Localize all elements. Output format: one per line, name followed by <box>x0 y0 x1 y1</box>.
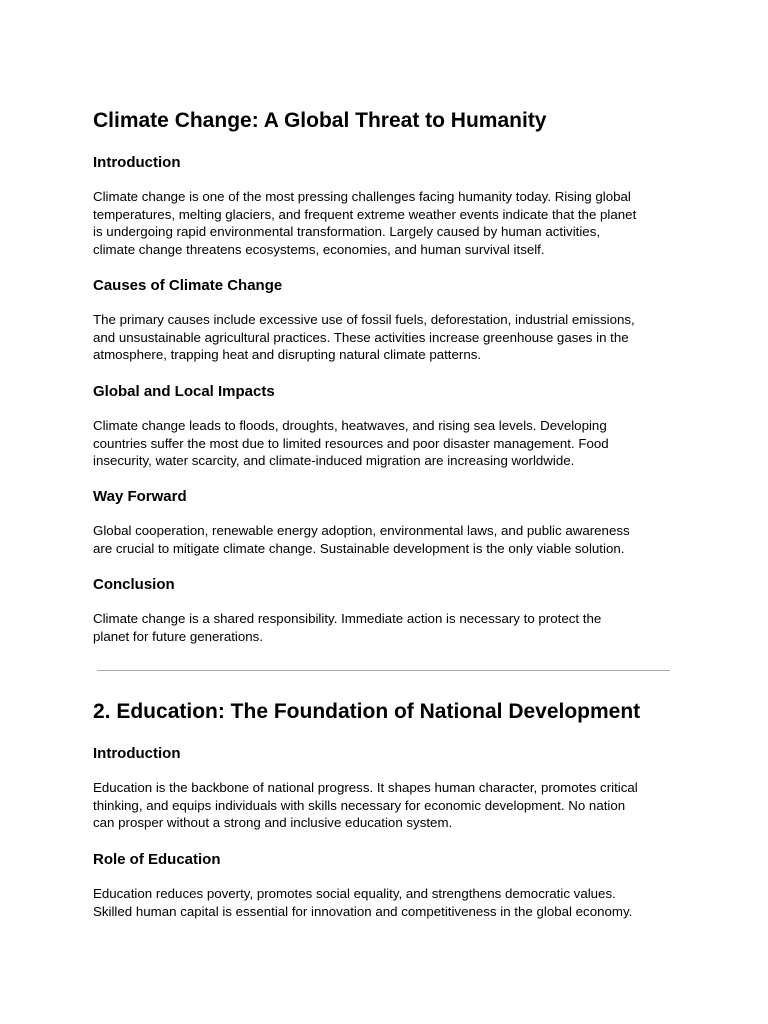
paragraph-line: and unsustainable agricultural practices. These activities increase greenhouse gases in the <box>93 329 629 345</box>
paragraph-conclusion <box>93 610 601 645</box>
paragraph-impacts <box>93 417 609 470</box>
paragraph-line: climate change threatens ecosystems, economies, and human survival itself. <box>93 242 545 258</box>
paragraph-line: atmosphere, trapping heat and disrupting natural climate patterns. <box>93 347 482 363</box>
section-heading-introduction: Introduction <box>93 154 181 171</box>
paragraph-line: is undergoing rapid environmental transformation. Largely caused by human activities, <box>93 224 601 240</box>
paragraph-causes <box>93 311 635 364</box>
paragraph-line: Climate change is a shared responsibility. Immediate action is necessary to protect the <box>93 611 602 626</box>
section-heading-introduction: Introduction <box>93 745 181 762</box>
paragraph-line: are crucial to mitigate climate change. Sustainable development is the only viable solution. <box>93 540 625 556</box>
paragraph-line: countries suffer the most due to limited resources and poor disaster management. Food <box>93 435 609 451</box>
paragraph-line: planet for future generations. <box>93 628 264 644</box>
paragraph-line: can prosper without a strong and inclusive education system. <box>93 815 453 831</box>
section-heading-conclusion: Conclusion <box>93 576 175 593</box>
paragraph-line: thinking, and equips individuals with skills necessary for economic development. No nation <box>93 797 626 813</box>
section-divider <box>97 670 670 671</box>
paragraph-line: insecurity, water scarcity, and climate-induced migration are increasing worldwide. <box>93 453 575 469</box>
section-heading-role: Role of Education <box>93 851 221 868</box>
section-heading-way-forward: Way Forward <box>93 488 187 505</box>
paragraph-line: Education is the backbone of national progress. It shapes human character, promotes critical <box>93 780 638 795</box>
essay-title: Climate Change: A Global Threat to Humanity <box>93 109 547 132</box>
paragraph-line: Climate change is one of the most pressing challenges facing humanity today. Rising global <box>93 189 631 204</box>
paragraph-introduction <box>93 188 636 259</box>
paragraph-line: Skilled human capital is essential for innovation and competitiveness in the global economy. <box>93 903 633 919</box>
section-heading-causes: Causes of Climate Change <box>93 277 283 294</box>
essay-title: 2. Education: The Foundation of National Development <box>93 700 641 723</box>
section-heading-impacts: Global and Local Impacts <box>93 383 275 400</box>
paragraph-line: Climate change leads to floods, droughts, heatwaves, and rising sea levels. Developing <box>93 418 607 433</box>
paragraph-line: Global cooperation, renewable energy adoption, environmental laws, and public awareness <box>93 523 630 538</box>
paragraph-line: Education reduces poverty, promotes social equality, and strengthens democratic values. <box>93 886 616 901</box>
paragraph-way-forward <box>93 522 630 557</box>
paragraph-role <box>93 885 632 920</box>
paragraph-introduction <box>93 779 638 832</box>
paragraph-line: temperatures, melting glaciers, and frequent extreme weather events indicate that the planet <box>93 206 637 222</box>
paragraph-line: The primary causes include excessive use of fossil fuels, deforestation, industrial emissions, <box>93 312 635 327</box>
